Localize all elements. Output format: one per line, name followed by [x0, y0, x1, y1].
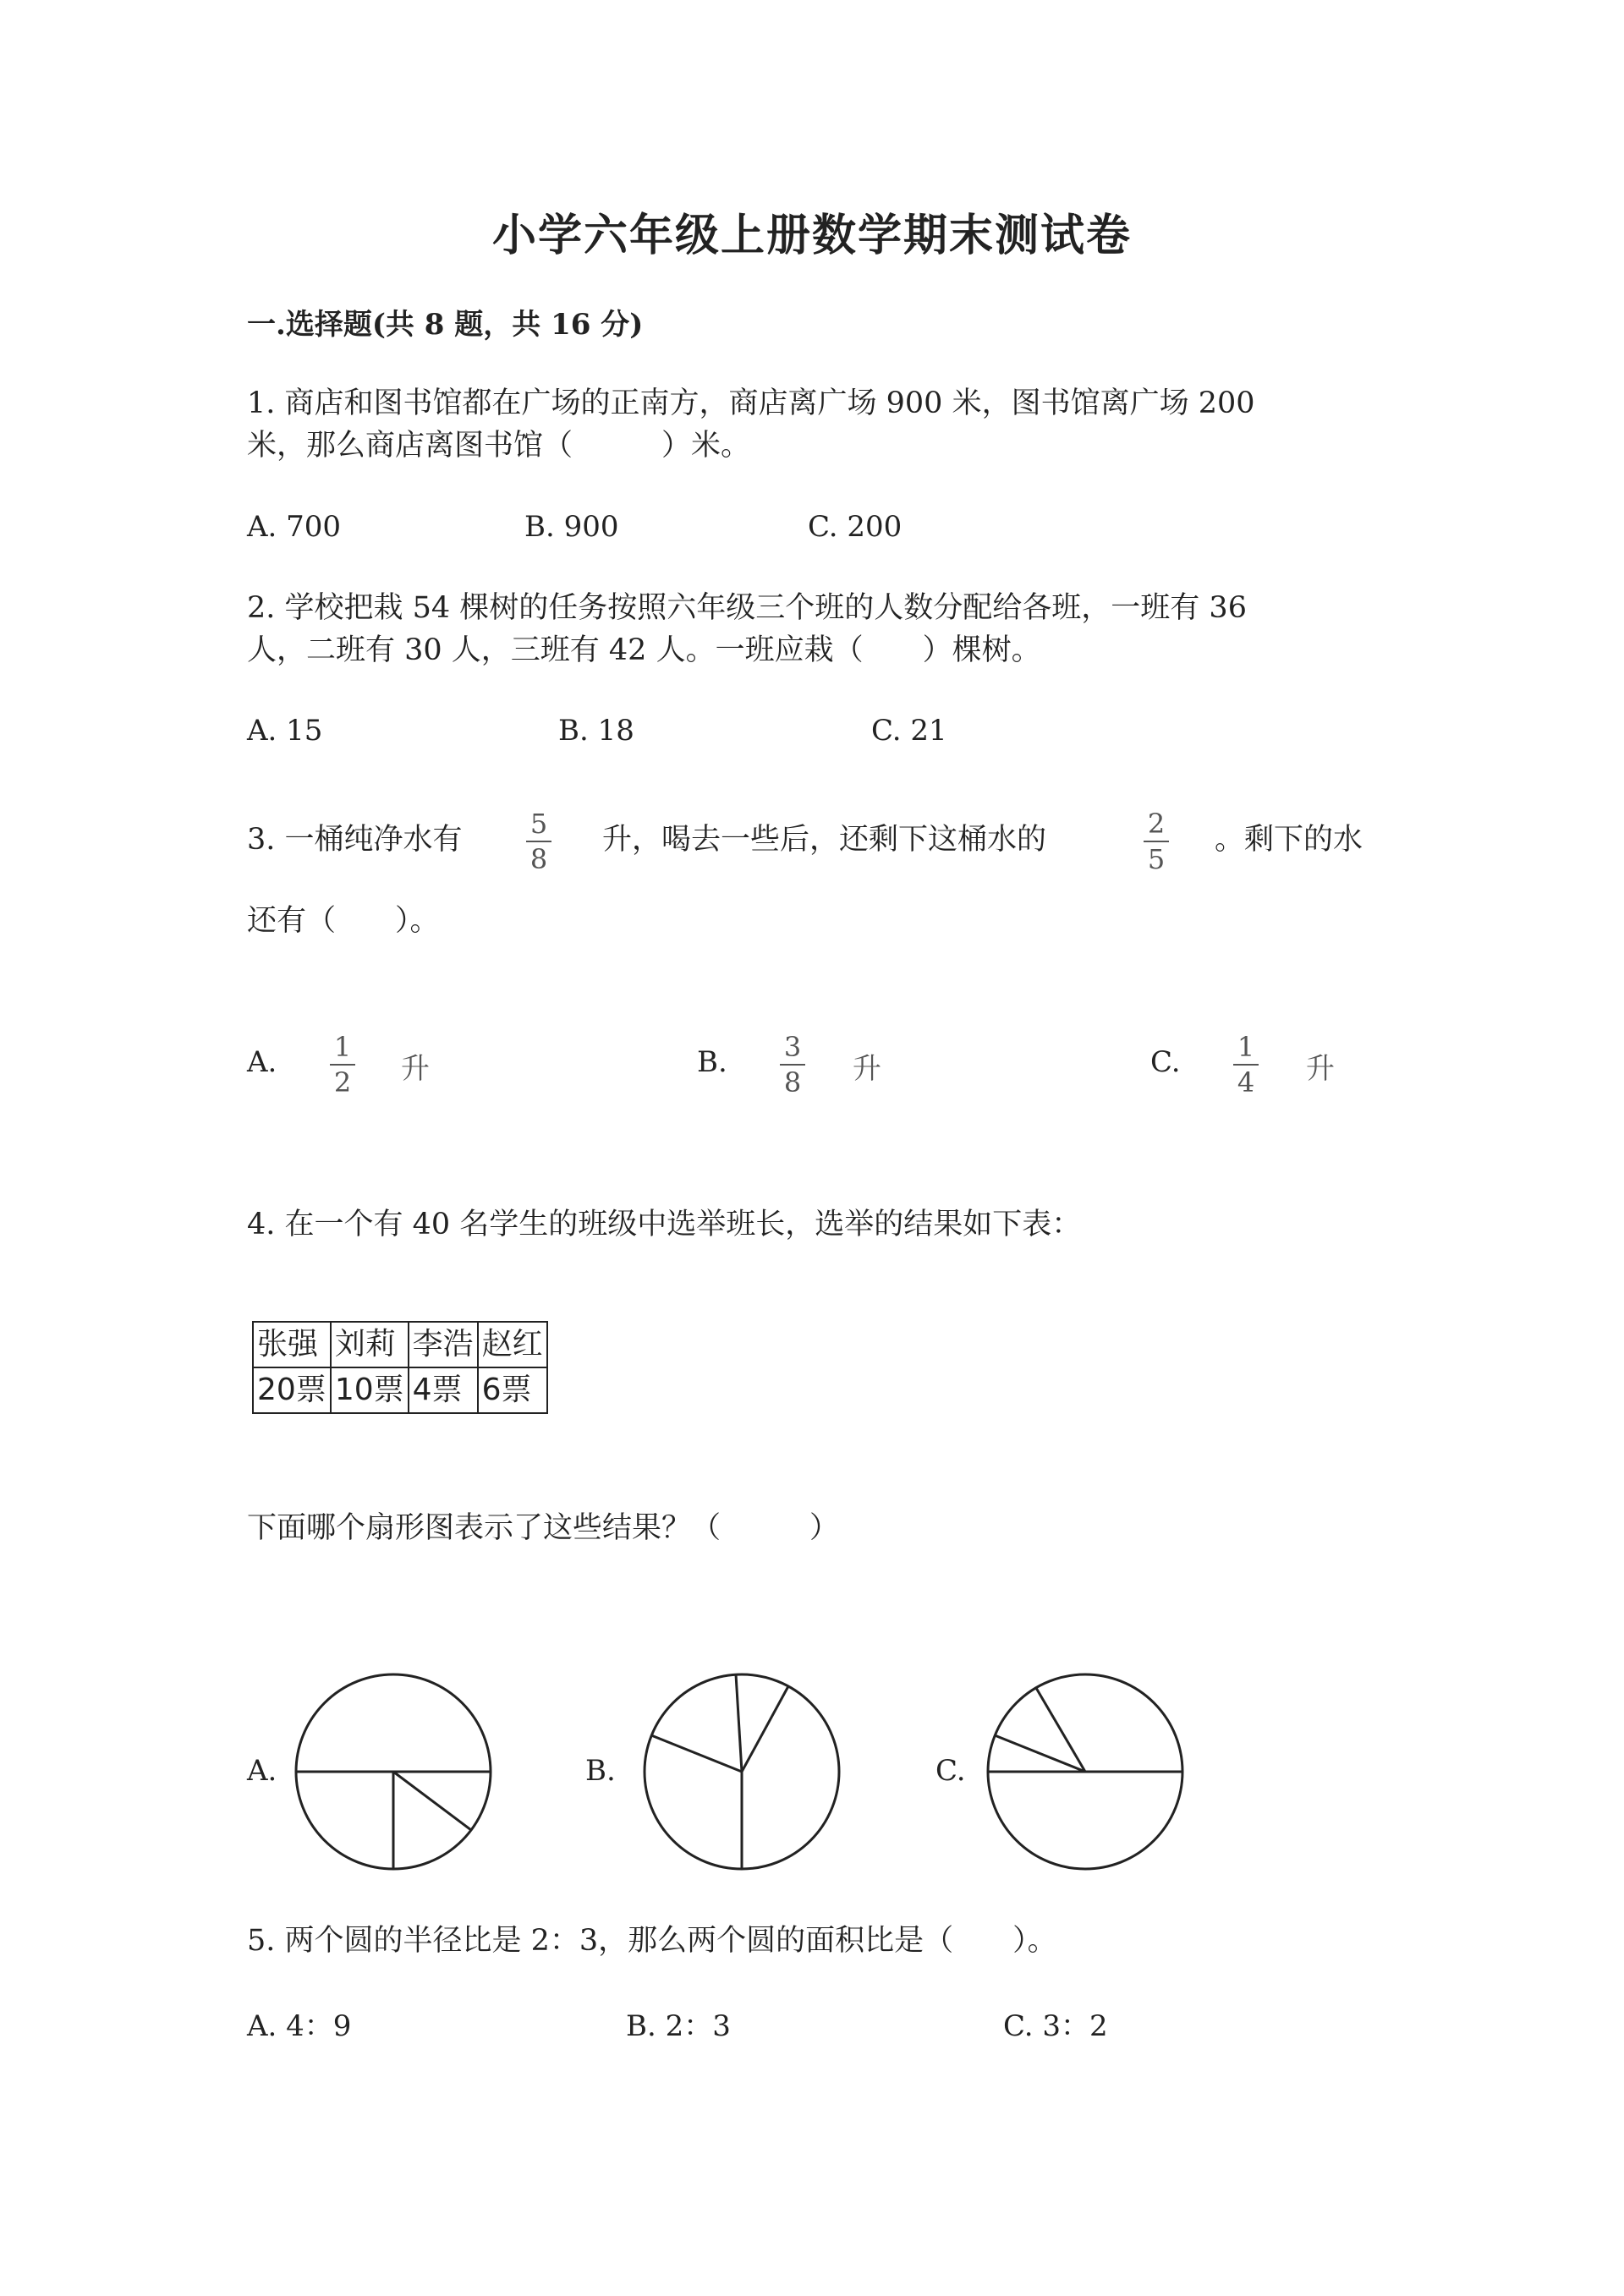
fraction-bar [780, 1064, 805, 1066]
fraction-numerator: 5 [529, 808, 548, 840]
option-label: C. [1150, 1045, 1181, 1079]
pie-option-b-label[interactable]: B. [585, 1754, 616, 1788]
table-cell: 4票 [409, 1367, 478, 1413]
table-row-votes [253, 1367, 547, 1413]
q3-text-part3: 。剩下的水 [1215, 823, 1363, 857]
q4-line1: 4. 在一个有 40 名学生的班级中选举班长，选举的结果如下表： [247, 1208, 1082, 1241]
q1-option-a[interactable]: A. 700 [247, 510, 342, 544]
table-cell: 刘莉 [331, 1322, 409, 1367]
pie-chart-option-c[interactable] [979, 1666, 1191, 1877]
fraction-bar [526, 841, 551, 842]
q3-line2: 还有（ ）。 [247, 904, 440, 938]
table-cell: 6票 [478, 1367, 547, 1413]
fraction-denominator: 8 [529, 843, 548, 875]
fraction-numerator: 3 [783, 1031, 802, 1063]
table-cell: 10票 [331, 1367, 409, 1413]
q5-line1: 5. 两个圆的半径比是 2：3，那么两个圆的面积比是（ ）。 [247, 1924, 1057, 1958]
q3-fraction-5-8 [526, 808, 551, 874]
q1-line2: 米，那么商店离图书馆（ ）米。 [247, 429, 751, 463]
fraction-numerator: 2 [1147, 808, 1166, 840]
option-label: A. [247, 1045, 277, 1079]
q2-option-b[interactable]: B. 18 [558, 714, 634, 748]
q2-line1: 2. 学校把栽 54 棵树的任务按照六年级三个班的人数分配给各班，一班有 36 [247, 591, 1247, 625]
q2-line2: 人，二班有 30 人，三班有 42 人。一班应栽（ ）棵树。 [247, 633, 1041, 667]
q3-text-part2: 升，喝去一些后，还剩下这桶水的 [602, 823, 1047, 857]
table-row-names [253, 1322, 547, 1367]
fraction-denominator: 5 [1147, 843, 1166, 875]
q2-option-a[interactable]: A. 15 [247, 714, 323, 748]
q3-text-part1: 3. 一桶纯净水有 [247, 823, 463, 857]
fraction-numerator: 1 [333, 1031, 352, 1063]
option-unit: 升 [853, 1052, 881, 1086]
q3-fraction-2-5 [1144, 808, 1169, 874]
table-cell: 张强 [253, 1322, 331, 1367]
q1-option-b[interactable]: B. 900 [524, 510, 619, 544]
q1-option-c[interactable]: C. 200 [808, 510, 903, 544]
q4-question: 下面哪个扇形图表示了这些结果？（ ） [247, 1511, 840, 1545]
fraction-bar [1144, 841, 1169, 842]
q1-line1: 1. 商店和图书馆都在广场的正南方，商店离广场 900 米，图书馆离广场 200 [247, 386, 1255, 420]
page-title: 小学六年级上册数学期末测试卷 [491, 210, 1132, 261]
fraction-denominator: 2 [333, 1066, 352, 1099]
pie-chart-option-a[interactable] [288, 1666, 499, 1877]
table-cell: 李浩 [409, 1322, 478, 1367]
pie-chart-option-b[interactable] [636, 1666, 848, 1877]
option-unit: 升 [1306, 1052, 1335, 1086]
option-fraction [330, 1032, 355, 1098]
fraction-denominator: 4 [1237, 1066, 1255, 1099]
option-fraction [1233, 1032, 1259, 1098]
pie-option-c-label[interactable]: C. [935, 1754, 966, 1788]
vote-results-table [252, 1321, 548, 1414]
pie-option-a-label[interactable]: A. [247, 1754, 277, 1788]
table-cell: 赵红 [478, 1322, 547, 1367]
option-fraction [780, 1032, 805, 1098]
fraction-numerator: 1 [1237, 1031, 1255, 1063]
option-unit: 升 [401, 1052, 430, 1086]
section-heading: 一.选择题(共 8 题，共 16 分) [247, 308, 644, 342]
table-cell: 20票 [253, 1367, 331, 1413]
q5-option-c[interactable]: C. 3：2 [1003, 2009, 1108, 2043]
q5-option-a[interactable]: A. 4：9 [247, 2009, 352, 2043]
fraction-bar [330, 1064, 355, 1066]
option-label: B. [697, 1045, 727, 1079]
fraction-bar [1233, 1064, 1259, 1066]
q2-option-c[interactable]: C. 21 [871, 714, 947, 748]
fraction-denominator: 8 [783, 1066, 802, 1099]
q5-option-b[interactable]: B. 2：3 [626, 2009, 731, 2043]
